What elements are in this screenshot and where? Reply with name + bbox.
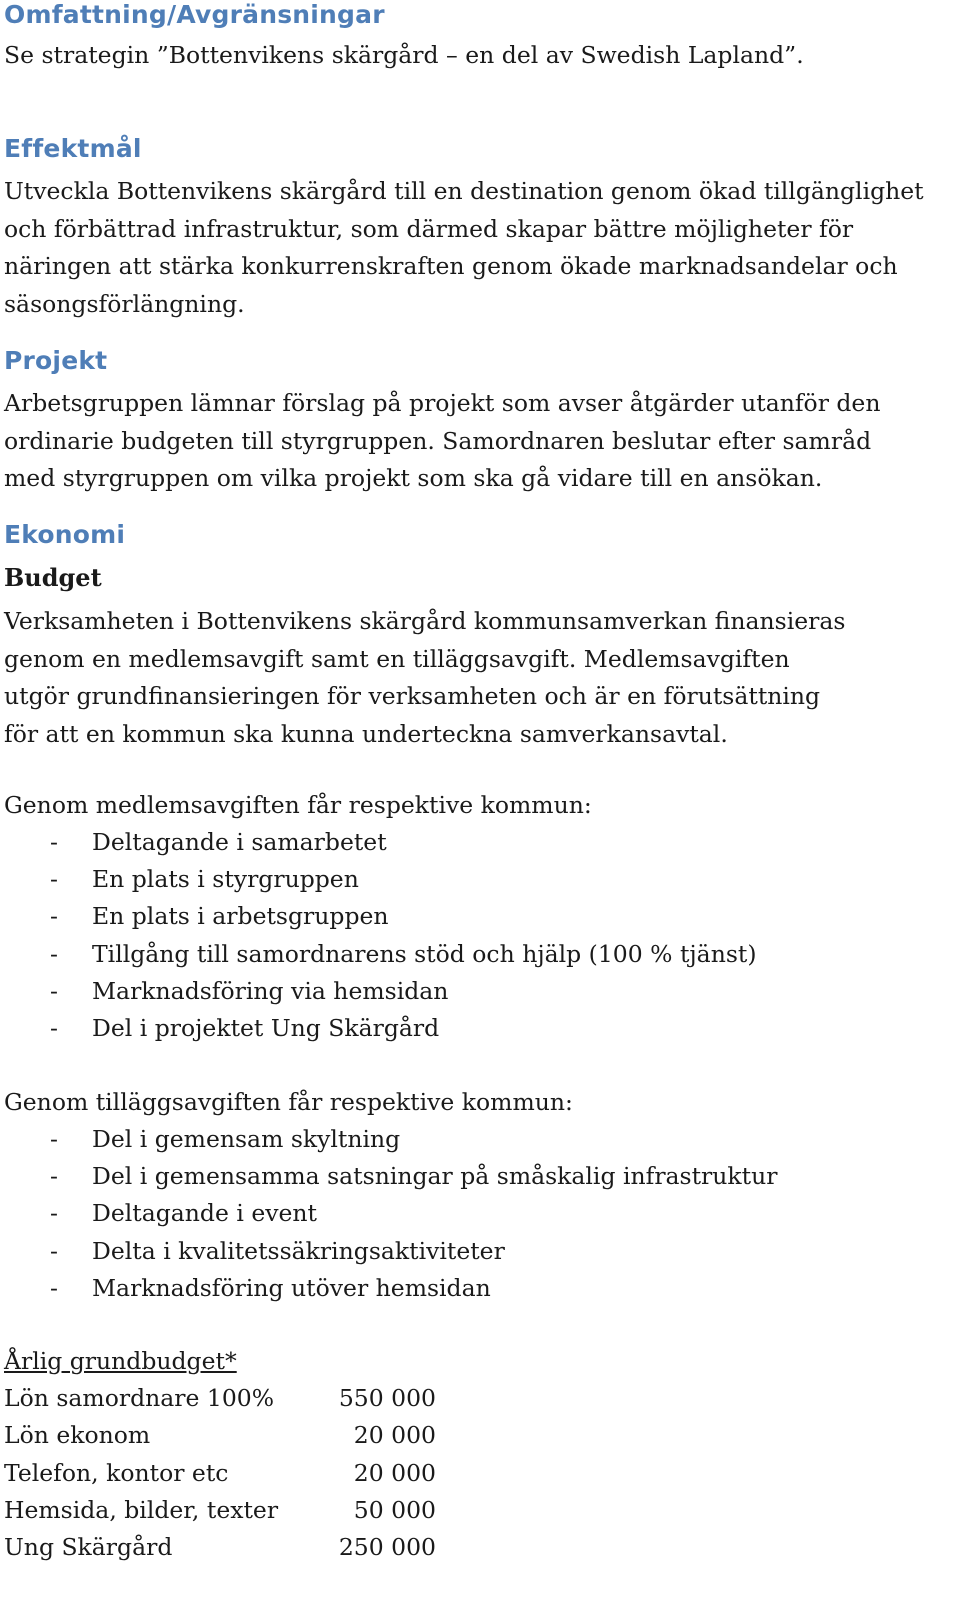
- member-fee-intro: Genom medlemsavgiften får respektive kommun:: [4, 791, 592, 819]
- list-item-text: En plats i styrgruppen: [92, 865, 359, 894]
- annual-budget-table: [4, 1384, 436, 1570]
- list-item-text: Del i gemensamma satsningar på småskalig infrastruktur: [92, 1162, 778, 1191]
- list-marker: -: [50, 1125, 58, 1153]
- budget-item-amount: 20 000: [353, 1458, 436, 1487]
- budget-text: Verksamheten i Bottenvikens skärgård kommunsamverkan finansieras genom en medlemsavgift samt en tilläggsavgift. Medlemsavgiften utgör grundfinansieringen för verksamheten och är en förutsättning för att en kommun ska kunna underteckna samverkansavtal.: [4, 607, 846, 748]
- budget-item-label: Hemsida, bilder, texter: [4, 1495, 279, 1524]
- list-marker: -: [50, 976, 58, 1005]
- list-marker: -: [50, 828, 58, 856]
- table-row: [4, 1459, 436, 1496]
- project-text: Arbetsgruppen lämnar förslag på projekt som avser åtgärder utanför den ordinarie budgeten till styrgruppen. Samordnaren beslutar efter samråd med styrgruppen om vilka projekt som ska gå vidare till en ansökan.: [4, 389, 881, 492]
- scope-text: Se strategin ”Bottenvikens skärgård – en del av Swedish Lapland”.: [4, 41, 804, 69]
- list-marker: -: [50, 939, 58, 968]
- list-item-text: Tillgång till samordnarens stöd och hjälp (100 % tjänst): [92, 939, 757, 968]
- impact-goal-heading: Effektmål: [4, 134, 142, 163]
- budget-item-label: Lön samordnare 100%: [4, 1384, 275, 1412]
- budget-subheading: Budget: [4, 563, 102, 592]
- list-marker: -: [50, 1162, 58, 1191]
- budget-item-label: Telefon, kontor etc: [4, 1458, 229, 1487]
- budget-item-amount: 250 000: [338, 1533, 436, 1562]
- list-item-text: Marknadsföring utöver hemsidan: [92, 1273, 491, 1302]
- list-marker: -: [50, 1013, 58, 1042]
- additional-fee-intro: Genom tilläggsavgiften får respektive kommun:: [4, 1088, 573, 1116]
- table-row: [4, 1533, 436, 1570]
- budget-item-label: Lön ekonom: [4, 1421, 151, 1450]
- annual-budget-title: Årlig grundbudget*: [4, 1347, 237, 1375]
- scope-heading: Omfattning/Avgränsningar: [4, 0, 385, 29]
- table-row: [4, 1496, 436, 1533]
- budget-item-amount: 550 000: [338, 1384, 436, 1412]
- list-item-text: Del i gemensam skyltning: [92, 1125, 401, 1153]
- list-item-text: En plats i arbetsgruppen: [92, 902, 389, 931]
- list-item-text: Del i projektet Ung Skärgård: [92, 1013, 440, 1042]
- list-marker: -: [50, 902, 58, 931]
- list-marker: -: [50, 1273, 58, 1302]
- budget-item-amount: 50 000: [353, 1495, 436, 1524]
- list-item-text: Delta i kvalitetssäkringsaktiviteter: [92, 1236, 505, 1265]
- list-marker: -: [50, 1199, 58, 1228]
- list-item-text: Marknadsföring via hemsidan: [92, 976, 449, 1005]
- budget-item-amount: 20 000: [353, 1421, 436, 1450]
- list-marker: -: [50, 1236, 58, 1265]
- table-row: [4, 1421, 436, 1458]
- impact-goal-text: Utveckla Bottenvikens skärgård till en destination genom ökad tillgänglighet och förbättrad infrastruktur, som därmed skapar bättre möjligheter för näringen att stärka konkurrenskraften genom ökade marknadsandelar och säsongsförlängning.: [4, 177, 924, 318]
- economy-heading: Ekonomi: [4, 520, 126, 549]
- list-item-text: Deltagande i samarbetet: [92, 828, 387, 856]
- project-heading: Projekt: [4, 346, 108, 375]
- list-item-text: Deltagande i event: [92, 1199, 317, 1228]
- list-marker: -: [50, 865, 58, 894]
- table-row: [4, 1384, 436, 1421]
- budget-item-label: Ung Skärgård: [4, 1533, 173, 1562]
